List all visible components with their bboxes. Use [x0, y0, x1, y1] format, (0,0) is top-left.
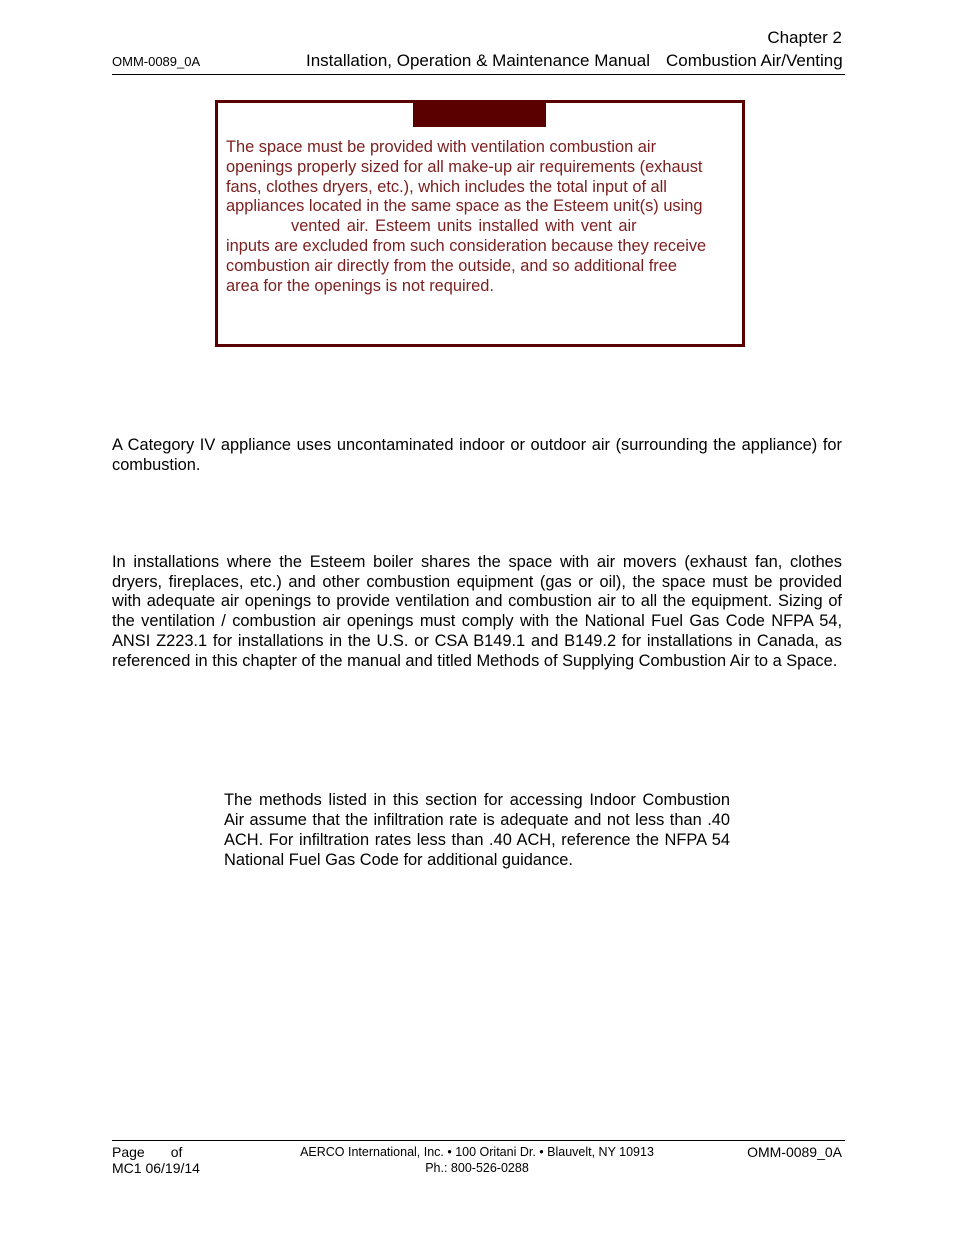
caution-line: fans, clothes dryers, etc.), which includes the total input of all	[226, 177, 667, 196]
caution-line: area for the openings is not required.	[226, 276, 494, 295]
caution-line: inputs are excluded from such consideration because they receive	[226, 236, 707, 255]
caution-text	[226, 138, 732, 296]
note-infiltration: The methods listed in this section for accessing Indoor Combustion Air assume that the infiltration rate is adequate and not less than .40 ACH. For infiltration rates less than .40 ACH, reference the NFPA 54 National Fuel Gas Code for additional guidance.	[224, 791, 730, 869]
caution-box	[215, 100, 745, 347]
caution-line: The space must be provided with ventilation combustion air	[226, 138, 657, 156]
caution-heading-bar	[413, 103, 546, 127]
section-title: Combustion Air/Venting	[666, 51, 843, 70]
company-phone: Ph.: 800-526-0288	[425, 1161, 529, 1175]
caution-line: combustion air directly from the outside, and so additional free	[226, 256, 677, 275]
revision-date: MC1 06/19/14	[112, 1160, 200, 1176]
caution-line: vented air. Esteem units installed with vent air	[291, 217, 637, 236]
manual-title: Installation, Operation & Maintenance Manual	[306, 51, 650, 70]
of-label: of	[170, 1144, 183, 1160]
caution-line: appliances located in the same space as the Esteem unit(s) using	[226, 197, 703, 216]
paragraph-text: In installations where the Esteem boiler shares the space with air movers (exhaust fan, clothes dryers, fireplaces, etc.) and other combustion equipment (gas or oil), the space must be provided with adequate air openings to provide ventilation and combustion air to all the equipment. Sizing of the ventilation / combustion air openings must comply with the National Fuel Gas Code NFPA 54, ANSI Z223.1 for installations in the U.S. or CSA B149.1 and B149.2 for installations in Canada, as referenced in this chapter of the manual and titled Methods of Supplying Combustion Air to a Space.	[112, 553, 842, 670]
page-number	[112, 1144, 182, 1160]
caution-line: openings properly sized for all make-up air requirements (exhaust	[226, 157, 703, 176]
paragraph-shared-space	[112, 553, 842, 671]
header-doc-number: OMM-0089_0A	[112, 54, 201, 69]
header-divider	[112, 74, 845, 75]
footer-doc-number: OMM-0089_0A	[747, 1144, 842, 1160]
paragraph-category-iv	[112, 436, 842, 475]
page-label: Page	[112, 1144, 145, 1160]
chapter-label: Chapter 2	[767, 28, 842, 47]
footer-divider	[112, 1140, 845, 1141]
company-address: AERCO International, Inc. • 100 Oritani Dr. • Blauvelt, NY 10913	[300, 1145, 654, 1159]
paragraph-text: A Category IV appliance uses uncontaminated indoor or outdoor air (surrounding the appliance) for combustion.	[112, 436, 842, 474]
